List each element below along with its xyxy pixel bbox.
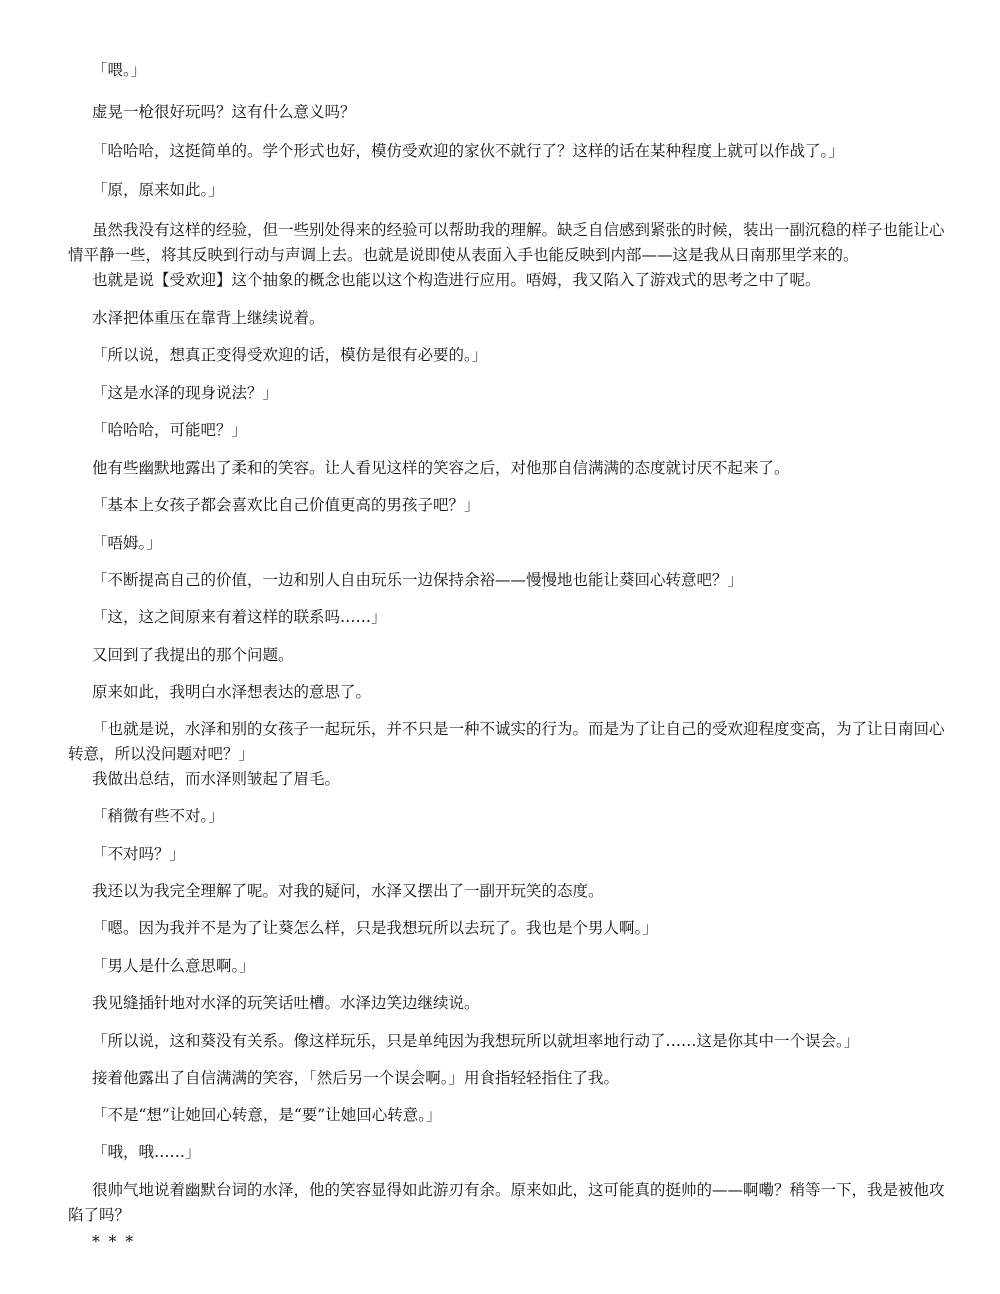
paragraph: 他有些幽默地露出了柔和的笑容。让人看见这样的笑容之后，对他那自信满满的态度就讨厌不起来了。 bbox=[92, 459, 790, 477]
paragraph: 接着他露出了自信满满的笑容，「然后另一个误会啊。」用食指轻轻指住了我。 bbox=[92, 1069, 620, 1087]
paragraph: 「也就是说，水泽和别的女孩子一起玩乐，并不只是一种不诚实的行为。而是为了让自己的受欢迎程度变高，为了让日南回心转意，所以没问题对吧？」 bbox=[68, 720, 945, 763]
paragraph: 很帅气地说着幽默台词的水泽，他的笑容显得如此游刃有余。原来如此，这可能真的挺帅的——啊嘞？稍等一下，我是被他攻陷了吗？ bbox=[68, 1181, 945, 1224]
paragraph: 虚晃一枪很好玩吗？这有什么意义吗？ bbox=[92, 103, 356, 121]
paragraph: 「哦，哦……」 bbox=[92, 1143, 201, 1161]
paragraph: 水泽把体重压在靠背上继续说着。 bbox=[92, 309, 325, 327]
scene-separator: * * * bbox=[92, 1233, 136, 1251]
paragraph: 也就是说【受欢迎】这个抽象的概念也能以这个构造进行应用。唔姆，我又陷入了游戏式的思考之中了呢。 bbox=[92, 271, 821, 289]
paragraph: 我做出总结，而水泽则皱起了眉毛。 bbox=[92, 770, 341, 788]
paragraph: 「原，原来如此。」 bbox=[92, 181, 224, 199]
paragraph: 「喂。」 bbox=[92, 61, 147, 79]
paragraph: 「不断提高自己的价值，一边和别人自由玩乐一边保持余裕——慢慢地也能让葵回心转意吧？」 bbox=[92, 571, 744, 589]
paragraph: 又回到了我提出的那个问题。 bbox=[92, 646, 294, 664]
paragraph: 「所以说，想真正变得受欢迎的话，模仿是很有必要的。」 bbox=[92, 346, 488, 364]
paragraph: 原来如此，我明白水泽想表达的意思了。 bbox=[92, 683, 372, 701]
paragraph: 「嗯。因为我并不是为了让葵怎么样，只是我想玩所以去玩了。我也是个男人啊。」 bbox=[92, 919, 658, 937]
paragraph: 「不对吗？」 bbox=[92, 845, 186, 863]
paragraph: 我见缝插针地对水泽的玩笑话吐槽。水泽边笑边继续说。 bbox=[92, 994, 480, 1012]
paragraph: 「这，这之间原来有着这样的联系吗……」 bbox=[92, 608, 387, 626]
paragraph: 我还以为我完全理解了呢。对我的疑问，水泽又摆出了一副开玩笑的态度。 bbox=[92, 882, 604, 900]
paragraph: 「哈哈哈，可能吧？」 bbox=[92, 421, 248, 439]
paragraph: 「不是“想”让她回心转意，是“要”让她回心转意。」 bbox=[92, 1106, 442, 1124]
paragraph: 「男人是什么意思啊。」 bbox=[92, 957, 255, 975]
paragraph: 「基本上女孩子都会喜欢比自己价值更高的男孩子吧？」 bbox=[92, 496, 480, 514]
paragraph: 「唔姆。」 bbox=[92, 534, 162, 552]
paragraph: 虽然我没有这样的经验，但一些别处得来的经验可以帮助我的理解。缺乏自信感到紧张的时候，装出一副沉稳的样子也能让心情平静一些，将其反映到行动与声调上去。也就是说即使从表面入手也能反映到内部——这是我从日南那里学来的。 bbox=[68, 221, 945, 264]
paragraph: 「稍微有些不对。」 bbox=[92, 807, 224, 825]
paragraph: 「所以说，这和葵没有关系。像这样玩乐，只是单纯因为我想玩所以就坦率地行动了……这是你其中一个误会。」 bbox=[92, 1032, 860, 1050]
paragraph: 「这是水泽的现身说法？」 bbox=[92, 384, 279, 402]
paragraph: 「哈哈哈，这挺简单的。学个形式也好，模仿受欢迎的家伙不就行了？这样的话在某种程度上就可以作战了。」 bbox=[92, 142, 844, 160]
